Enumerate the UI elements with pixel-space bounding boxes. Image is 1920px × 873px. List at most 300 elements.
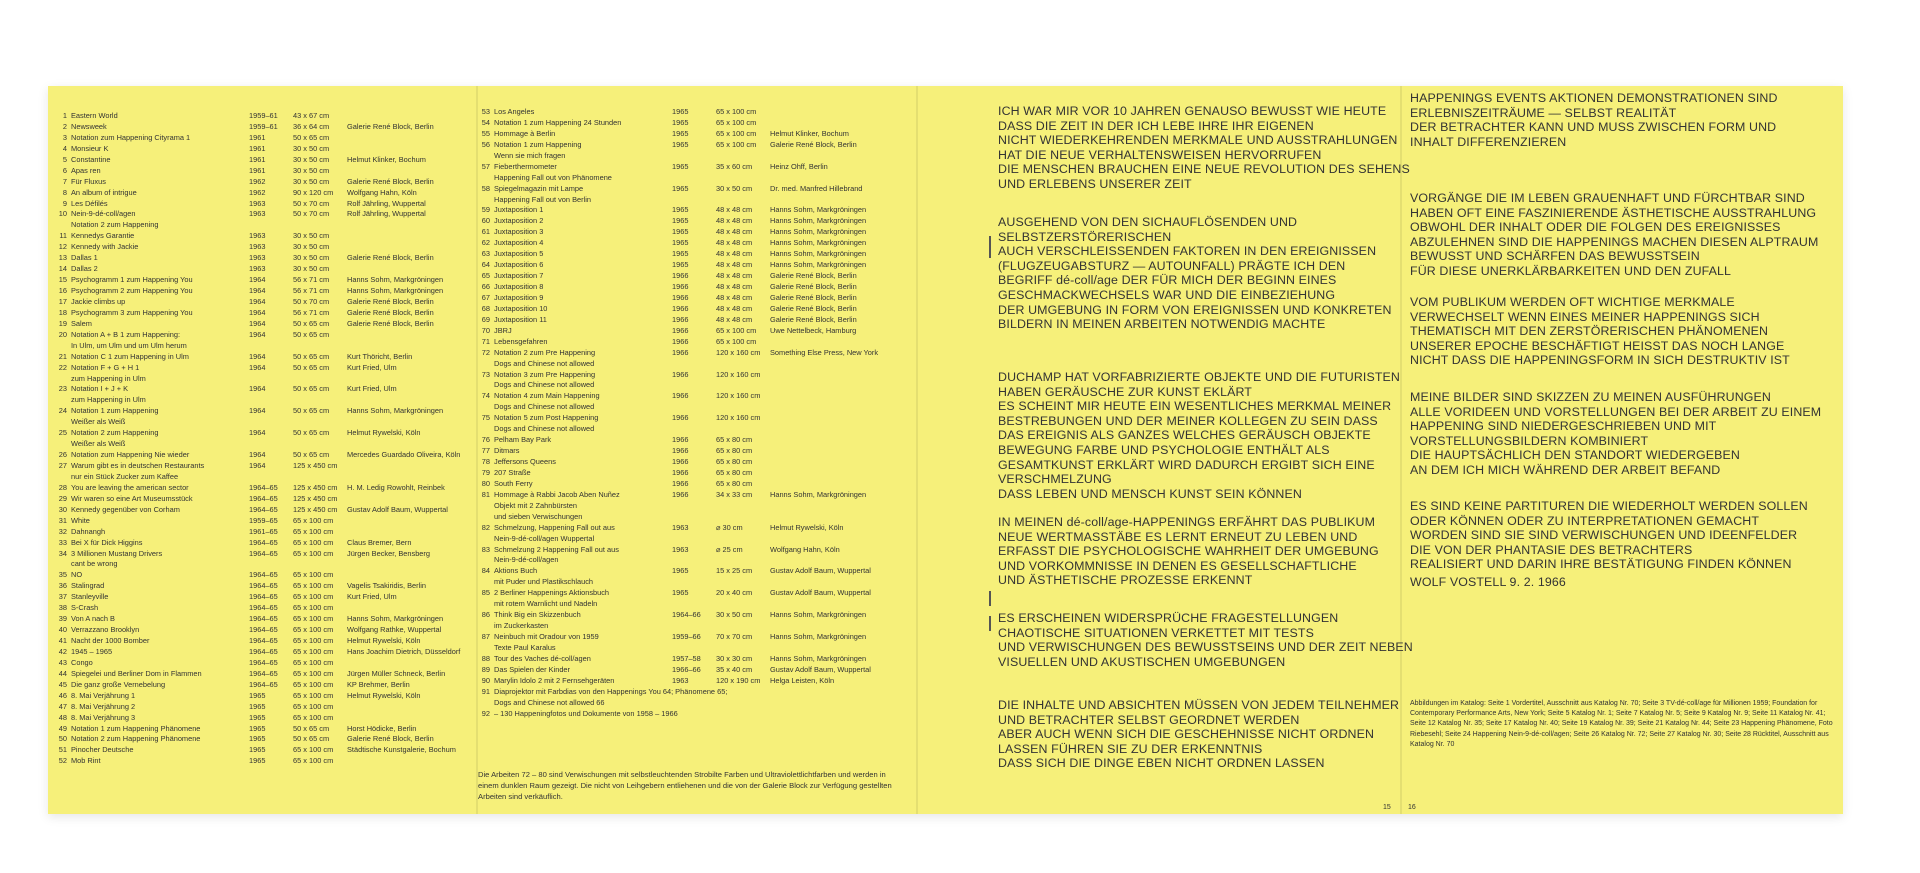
catalog-entry — [55, 483, 476, 494]
entry-collection: Galerie René Block, Berlin — [347, 296, 434, 306]
entry-size: 65 x 100 cm — [716, 117, 757, 127]
entry-size: 30 x 50 cm — [716, 183, 753, 193]
entry-year: 1965 — [672, 107, 689, 116]
entry-year: 1964–65 — [249, 668, 278, 678]
works-list-53-92 — [478, 107, 916, 720]
entry-number: 38 — [58, 603, 67, 613]
entry-collection: Wolfgang Rathke, Wuppertal — [347, 625, 442, 635]
entry-size: 48 x 48 cm — [716, 249, 753, 259]
entry-title: cant be wrong — [71, 559, 118, 569]
entry-collection: Helga Leisten, Köln — [770, 675, 835, 685]
entry-title: Juxtaposition 11 — [494, 314, 547, 324]
entry-year: 1959–65 — [249, 515, 278, 525]
entry-number: 64 — [481, 260, 490, 270]
entry-size: 65 x 100 cm — [293, 515, 334, 525]
entry-collection: Galerie René Block, Berlin — [770, 282, 857, 291]
catalog-entry — [478, 665, 916, 676]
catalog-entry — [55, 286, 476, 297]
catalog-entry — [55, 177, 476, 188]
page-number: 15 — [1383, 804, 1391, 811]
entry-size: 50 x 65 cm — [293, 329, 330, 339]
entry-collection: Wolfgang Hahn, Köln — [770, 544, 840, 554]
entry-size: 50 x 70 cm — [293, 296, 330, 306]
entry-size: 30 x 50 cm — [293, 165, 330, 175]
catalog-entry — [478, 162, 916, 173]
entry-number: 86 — [481, 610, 490, 620]
catalog-sheet — [48, 86, 1843, 814]
margin-mark — [989, 616, 991, 631]
entry-number: 92 — [481, 708, 490, 718]
entry-title: Pinocher Deutsche — [71, 745, 134, 755]
entry-collection: Galerie René Block, Berlin — [770, 139, 857, 149]
entry-year: 1966 — [672, 282, 689, 291]
entry-title: Stalingrad — [71, 581, 105, 591]
entry-year: 1963 — [249, 242, 266, 252]
entry-number: 60 — [481, 216, 490, 226]
catalog-entry — [55, 505, 476, 516]
entry-collection: Helmut Rywelski, Köln — [347, 690, 421, 700]
entry-size: 125 x 450 cm — [293, 493, 338, 503]
entry-title: Juxtaposition 4 — [494, 238, 544, 248]
catalog-entry — [55, 275, 476, 286]
entry-number: 23 — [58, 384, 67, 394]
entry-number: 9 — [62, 198, 67, 208]
entry-year: 1964–66 — [672, 610, 701, 620]
entry-title: Von A nach B — [71, 614, 115, 624]
entry-year: 1966 — [672, 489, 689, 499]
catalog-entry — [478, 173, 916, 184]
entry-collection: Galerie René Block, Berlin — [770, 271, 857, 281]
entry-collection: Helmut Rywelski, Köln — [347, 636, 421, 645]
entry-collection: Städtische Kunstgalerie, Bochum — [347, 745, 456, 755]
entry-size: 48 x 48 cm — [716, 282, 753, 291]
catalog-entry — [55, 363, 476, 374]
entry-year: 1961 — [249, 132, 266, 142]
entry-year: 1965 — [672, 216, 689, 226]
entry-number: 18 — [58, 307, 67, 317]
entry-number: 76 — [481, 435, 490, 445]
entry-title: NO — [71, 570, 83, 580]
entry-size: 65 x 80 cm — [716, 467, 753, 477]
manifesto-paragraph: DUCHAMP HAT VORFABRIZIERTE OBJEKTE UND DIE FUTURISTEN HABEN GERÄUSCHE ZUR KUNST EKLÄRT ES SCHEINT MIR HEUTE EIN WESENTLICHES MERKMAL MEINER BESTREBUNGEN UND DER MEINER KOLLEGEN ZU SEIN DASS DAS EREIGNIS ALS GANZES WELCHES GERÄUSCH OBJEKTE BEWEGUNG FARBE UND PSYCHOLOGIE ENTHÄLT ALS GESAMTKUNST ERKLÄRT WIRD DADURCH ERGIBT SICH EINE VERSCHMELZUNG DASS LEBEN UND MENSCH KUNST SEIN KÖNNEN — [998, 370, 1400, 501]
catalog-entry — [478, 654, 916, 665]
entry-number: 48 — [58, 712, 67, 722]
entry-size: 70 x 70 cm — [716, 632, 753, 641]
entry-title: Wir waren so eine Art Museumsstück — [71, 493, 193, 503]
entry-title: Notation 4 zum Main Happening — [494, 391, 600, 401]
entry-year: 1965 — [249, 734, 266, 744]
entry-title: Das Spielen der Kinder — [494, 664, 571, 674]
entry-number: 33 — [58, 537, 67, 547]
catalog-entry — [478, 599, 916, 610]
entry-number: 55 — [481, 128, 490, 138]
entry-year: 1964 — [249, 296, 266, 306]
catalog-entry — [55, 374, 476, 385]
entry-number: 68 — [481, 303, 490, 313]
entry-year: 1963 — [249, 231, 266, 241]
entry-title: Nein-9-dé-coll/agen — [494, 555, 559, 565]
entry-size: 48 x 48 cm — [716, 314, 753, 324]
entry-title: zum Happening in Ulm — [71, 373, 146, 383]
entry-title: Texte Paul Karalus — [494, 642, 556, 652]
catalog-entry — [55, 188, 476, 199]
entry-title: Wenn sie mich fragen — [494, 150, 566, 160]
catalog-entry — [55, 658, 476, 669]
image-credits: Abbildungen im Katalog: Seite 1 Vordertitel, Ausschnitt aus Katalog Nr. 70; Seite 3 TV-dé-coll/age für Millionen 1959; Foundation for Contemporary Performance Arts, New York; Seite 5 Katalog Nr. 1; Seite 7 Katalog Nr. 5; Seite 9 Katalog Nr. 9; Seite 11 Katalog Nr. 41; Seite 12 Katalog Nr. 35; Seite 17 Katalog Nr. 40; Seite 19 Katalog Nr. 39; Seite 21 Katalog Nr. 44; Seite 23 Happening Phänomene, Foto Riebesehl; Seite 24 Happening Nein-9-dé-coll/agen; Seite 26 Katalog Nr. 72; Seite 27 Katalog Nr. 30; Seite 28 Rücktitel, Ausschnitt aus Katalog Nr. 70 — [1410, 700, 1833, 748]
catalog-entry — [478, 545, 916, 556]
entry-size: 50 x 65 cm — [293, 450, 330, 460]
entry-title: Psychogramm 2 zum Happening You — [71, 286, 193, 295]
entry-collection: Helmut Rywelski, Köln — [347, 428, 421, 438]
entry-size: 65 x 100 cm — [293, 679, 334, 689]
entry-number: 50 — [58, 734, 67, 744]
entry-number: 54 — [481, 117, 490, 127]
manifesto-paragraph: AUSGEHEND VON DEN SICHAUFLÖSENDEN UND SELBSTZERSTÖRERISCHEN AUCH VERSCHLEISSENDEN FAKTOREN IN DEN EREIGNISSEN (FLUGZEUGABSTURZ — AUTOUNFALL) PRÄGTE ICH DEN BEGRIFF dé-coll/age DER FÜR MICH DER BEGINN EINES GESCHMACKWECHSELS WAR UND DIE EINBEZIEHUNG DER UMGEBUNG IN FORM VON EREIGNISSEN UND KONKRETEN BILDERN IN MEINEN ARBEITEN NOTWENDIG MACHTE — [998, 215, 1392, 332]
entry-number: 79 — [481, 467, 490, 477]
entry-title: Kennedy with Jackie — [71, 242, 139, 252]
entry-collection: Jürgen Becker, Bensberg — [347, 548, 430, 558]
entry-size: 65 x 100 cm — [293, 603, 334, 613]
entry-year: 1964–65 — [249, 625, 278, 635]
entry-collection: Galerie René Block, Berlin — [347, 253, 434, 263]
entry-title: Notation F + G + H 1 — [71, 362, 140, 372]
entry-collection: Galerie René Block, Berlin — [770, 303, 857, 313]
entry-year: 1965 — [672, 183, 689, 193]
entry-title: An album of intrigue — [71, 187, 137, 197]
catalog-entry — [478, 249, 916, 260]
entry-number: 85 — [481, 588, 490, 598]
catalog-entry — [55, 570, 476, 581]
entry-number: 30 — [58, 504, 67, 514]
catalog-entry — [478, 326, 916, 337]
entry-size: 125 x 450 cm — [293, 461, 338, 470]
entry-collection: Hanns Sohm, Markgröningen — [347, 406, 444, 416]
entry-year: 1965 — [672, 117, 689, 127]
entry-size: 50 x 70 cm — [293, 209, 330, 219]
entry-number: 22 — [58, 362, 67, 372]
entry-number: 25 — [58, 428, 67, 438]
entry-year: 1964 — [249, 406, 266, 416]
entry-title: Dogs and Chinese not allowed 66 — [494, 697, 605, 707]
entry-title: Spiegelmagazin mit Lampe — [494, 183, 584, 193]
entry-year: 1964–65 — [249, 482, 278, 492]
entry-number: 28 — [58, 482, 67, 492]
catalog-entry — [55, 417, 476, 428]
entry-collection: Hanns Sohm, Markgröningen — [770, 653, 867, 663]
entry-title: Warum gibt es in deutschen Restaurants — [71, 461, 205, 470]
entry-year: 1964–65 — [249, 603, 278, 613]
entry-year: 1965 — [249, 756, 266, 766]
entry-number: 74 — [481, 391, 490, 401]
catalog-entry — [55, 242, 476, 253]
entry-collection: Heinz Ohff, Berlin — [770, 161, 828, 171]
catalog-entry — [55, 264, 476, 275]
entry-size: 35 x 40 cm — [716, 664, 753, 674]
entry-size: 125 x 450 cm — [293, 482, 338, 492]
entry-collection: Hanns Sohm, Markgröningen — [347, 614, 444, 624]
catalog-entry — [478, 151, 916, 162]
entry-size: 120 x 160 cm — [716, 391, 761, 401]
entry-year: 1966 — [672, 347, 689, 357]
catalog-entry — [478, 435, 916, 446]
entry-number: 69 — [481, 314, 490, 324]
catalog-entry — [478, 118, 916, 129]
entry-collection: Gustav Adolf Baum, Wuppertal — [347, 504, 448, 514]
entry-year: 1964 — [249, 318, 266, 328]
entry-size: 30 x 50 cm — [293, 242, 330, 252]
entry-title: Weißer als Weiß — [71, 417, 126, 427]
catalog-entry — [55, 319, 476, 330]
entry-collection: Something Else Press, New York — [770, 347, 879, 357]
entry-collection: Rolf Jährling, Wuppertal — [347, 209, 426, 219]
catalog-entry — [55, 384, 476, 395]
panel-page-16 — [1402, 86, 1843, 814]
entry-title: Neinbuch mit Oradour von 1959 — [494, 632, 599, 641]
entry-size: 50 x 65 cm — [293, 734, 330, 744]
catalog-entry — [55, 297, 476, 308]
entry-title: Nacht der 1000 Bomber — [71, 636, 150, 645]
catalog-entry — [478, 391, 916, 402]
entry-title: Notation 2 zum Happening — [71, 220, 159, 230]
manifesto-paragraph: VOM PUBLIKUM WERDEN OFT WICHTIGE MERKMALE VERWECHSELT WENN EINES MEINER HAPPENINGS SICH THEMATISCH MIT DEN ZERSTÖRERISCHEN PHÄNOMENEN UNSERER EPOCHE BESCHÄFTIGT HEISST DAS NOCH LANGE NICHT DASS DIE HAPPENINGSFORM IN SICH DESTRUKTIV IST — [1410, 295, 1790, 368]
entry-number: 20 — [58, 329, 67, 339]
entry-title: Notation 2 zum Pre Happening — [494, 347, 596, 357]
entry-title: Mob Rint — [71, 756, 101, 766]
entry-size: 120 x 160 cm — [716, 413, 761, 423]
entry-size: 90 x 120 cm — [293, 187, 334, 197]
entry-size: ⌀ 25 cm — [716, 544, 743, 554]
entry-number: 3 — [62, 132, 67, 142]
catalog-entry — [478, 140, 916, 151]
entry-size: 30 x 50 cm — [293, 264, 330, 274]
entry-size: 48 x 48 cm — [716, 271, 753, 281]
catalog-entry — [55, 592, 476, 603]
catalog-entry — [55, 395, 476, 406]
entry-year: 1965 — [249, 723, 266, 733]
entry-title: Juxtaposition 1 — [494, 205, 544, 215]
entry-title: Schmelzung, Happening Fall out aus — [494, 522, 615, 532]
entry-size: 30 x 50 cm — [293, 176, 330, 186]
catalog-entry — [55, 756, 476, 767]
entry-size: 65 x 80 cm — [716, 446, 753, 456]
entry-size: 48 x 48 cm — [716, 205, 753, 215]
entry-year: 1966 — [672, 446, 689, 456]
signature-line: WOLF VOSTELL 9. 2. 1966 — [1410, 575, 1566, 589]
entry-title: Schmelzung 2 Happening Fall out aus — [494, 544, 619, 554]
entry-year: 1964–65 — [249, 504, 278, 514]
entry-year: 1965 — [672, 566, 689, 576]
entry-collection: Kurt Fried, Ulm — [347, 384, 397, 394]
entry-number: 70 — [481, 325, 490, 335]
manifesto-paragraph: MEINE BILDER SIND SKIZZEN ZU MEINEN AUSFÜHRUNGEN ALLE VORIDEEN UND VORSTELLUNGEN BEI DER ARBEIT ZU EINEM HAPPENING SIND NIEDERGESCHRIEBEN UND MIT VORSTELLUNGSBILDERN KOMBINIERT DIE HAUPTSÄCHLICH DEN STANDORT WIEDERGEBEN AN DEM ICH MICH WÄHREND DER ARBEIT BEFAND — [1410, 390, 1822, 477]
catalog-entry — [55, 352, 476, 363]
entry-collection: Galerie René Block, Berlin — [770, 314, 857, 324]
panel-list-left — [48, 86, 476, 814]
entry-size: 50 x 65 cm — [293, 384, 330, 394]
catalog-entry — [55, 450, 476, 461]
catalog-entry — [478, 479, 916, 490]
entry-size: 35 x 60 cm — [716, 161, 753, 171]
entry-number: 56 — [481, 139, 490, 149]
catalog-entry — [55, 647, 476, 658]
entry-title: Marylin Idolo 2 mit 2 Fernsehgeräten — [494, 675, 615, 685]
entry-collection: Helmut Klinker, Bochum — [770, 128, 849, 138]
entry-title: Lebensgefahren — [494, 336, 548, 346]
entry-size: 56 x 71 cm — [293, 307, 330, 317]
entry-title: Weißer als Weiß — [71, 439, 126, 449]
entry-size: 65 x 100 cm — [293, 646, 334, 656]
entry-title: Psychogramm 3 zum Happening You — [71, 307, 193, 317]
entry-collection: Hans Joachim Dietrich, Düsseldorf — [347, 646, 461, 656]
entry-title: Happening Fall out von Phänomene — [494, 172, 612, 182]
entry-title: In Ulm, um Ulm und um Ulm herum — [71, 340, 187, 350]
catalog-entry — [55, 516, 476, 527]
entry-size: 20 x 40 cm — [716, 588, 753, 598]
catalog-entry — [55, 308, 476, 319]
entry-title: Notation 2 zum Happening Phänomene — [71, 734, 201, 744]
entry-size: 120 x 160 cm — [716, 347, 761, 357]
works-list-1-52 — [55, 111, 476, 767]
entry-number: 72 — [481, 347, 490, 357]
entry-size: 36 x 64 cm — [293, 121, 330, 131]
entry-size: 48 x 48 cm — [716, 238, 753, 248]
entry-number: 2 — [62, 121, 67, 131]
entry-year: 1962 — [249, 187, 266, 197]
catalog-entry — [478, 205, 916, 216]
entry-size: 65 x 100 cm — [716, 325, 757, 335]
entry-title: 207 Straße — [494, 467, 531, 477]
entry-number: 81 — [481, 489, 490, 499]
entry-size: 65 x 100 cm — [293, 570, 334, 580]
entry-title: Tour des Vaches dé-coll/agen — [494, 653, 591, 663]
catalog-entry — [478, 501, 916, 512]
entry-number: 53 — [481, 107, 490, 116]
entry-title: Jeffersons Queens — [494, 457, 556, 466]
entry-number: 1 — [62, 111, 67, 120]
entry-title: Eastern World — [71, 111, 118, 120]
manifesto-paragraph: VORGÄNGE DIE IM LEBEN GRAUENHAFT UND FÜRCHTBAR SIND HABEN OFT EINE FASZINIERENDE ÄSTHETISCHE AUSSTRAHLUNG OBWOHL DER INHALT ODER DIE FOLGEN DES EREIGNISSES ABZULEHNEN SIND DIE HAPPENINGS MACHEN DIESEN ALPTRAUM BEWUSST UND SCHÄRFEN DAS BEWUSSTSEIN FÜR DIESE UNERKLÄRBARKEITEN UND DEN ZUFALL — [1410, 191, 1819, 278]
entry-size: 125 x 450 cm — [293, 504, 338, 514]
catalog-entry — [478, 555, 916, 566]
entry-size: 65 x 100 cm — [716, 107, 757, 116]
entry-collection: Hanns Sohm, Markgröningen — [770, 227, 867, 237]
entry-title: Fieberthermometer — [494, 161, 557, 171]
entry-year: 1963 — [672, 675, 689, 685]
entry-title: Notation zum Happening Cityrama 1 — [71, 132, 191, 142]
entry-number: 17 — [58, 296, 67, 306]
catalog-entry — [478, 402, 916, 413]
entry-number: 6 — [62, 165, 67, 175]
entry-number: 34 — [58, 548, 67, 558]
entry-year: 1966 — [672, 391, 689, 401]
entry-year: 1966 — [672, 478, 689, 488]
catalog-entry — [55, 199, 476, 210]
catalog-entry — [55, 538, 476, 549]
entry-number: 15 — [58, 275, 67, 285]
catalog-entry — [55, 680, 476, 691]
entry-size: ⌀ 30 cm — [716, 522, 743, 532]
catalog-entry — [55, 494, 476, 505]
catalog-entry — [478, 457, 916, 468]
catalog-entry — [55, 713, 476, 724]
entry-collection: Kurt Fried, Ulm — [347, 362, 397, 372]
catalog-entry — [478, 337, 916, 348]
entry-size: 65 x 100 cm — [293, 690, 334, 700]
catalog-entry — [478, 107, 916, 118]
catalog-entry — [55, 559, 476, 570]
entry-size: 65 x 100 cm — [293, 745, 334, 755]
manifesto-paragraph: ES ERSCHEINEN WIDERSPRÜCHE FRAGESTELLUNGEN CHAOTISCHE SITUATIONEN VERKETTET MIT TESTS UND VERWISCHUNGEN DES BEWUSSTSEINS UND DER ZEIT NEBEN VISUELLEN UND AKUSTISCHEN UMGEBUNGEN — [998, 611, 1413, 669]
catalog-entry — [55, 122, 476, 133]
entry-title: 1945 – 1965 — [71, 646, 113, 656]
catalog-entry — [478, 468, 916, 479]
entry-year: 1964 — [249, 461, 266, 470]
entry-size: 65 x 80 cm — [716, 457, 753, 466]
catalog-entry — [55, 636, 476, 647]
entry-title: Kennedy gegenüber von Corham — [71, 504, 180, 514]
entry-year: 1966 — [672, 369, 689, 379]
entry-number: 21 — [58, 351, 67, 361]
entry-title: Notation C 1 zum Happening in Ulm — [71, 351, 189, 361]
entry-year: 1963 — [672, 522, 689, 532]
entry-collection: Galerie René Block, Berlin — [347, 307, 434, 317]
entry-collection: Dr. med. Manfred Hillebrand — [770, 183, 863, 193]
catalog-entry — [55, 231, 476, 242]
entry-size: 50 x 65 cm — [293, 362, 330, 372]
entry-number: 84 — [481, 566, 490, 576]
entry-year: 1965 — [249, 690, 266, 700]
entry-number: 44 — [58, 668, 67, 678]
entry-number: 88 — [481, 653, 490, 663]
catalog-entry — [478, 632, 916, 643]
entry-number: 61 — [481, 227, 490, 237]
catalog-entry — [55, 133, 476, 144]
entry-collection: Galerie René Block, Berlin — [347, 176, 434, 186]
entry-title: Nein-9-dé-coll/agen — [71, 209, 136, 219]
catalog-entry — [478, 238, 916, 249]
entry-title: Think Big ein Skizzenbuch — [494, 610, 581, 620]
catalog-entry — [478, 566, 916, 577]
entry-year: 1962 — [249, 176, 266, 186]
entry-collection: H. M. Ledig Rowohlt, Reinbek — [347, 482, 445, 492]
catalog-entry — [478, 129, 916, 140]
entry-title: White — [71, 515, 90, 525]
entry-year: 1965 — [672, 161, 689, 171]
entry-title: Congo — [71, 657, 93, 667]
entry-title: Die ganz große Vernebelung — [71, 679, 166, 689]
entry-number: 57 — [481, 161, 490, 171]
entry-year: 1966 — [672, 467, 689, 477]
entry-collection: Hanns Sohm, Markgröningen — [347, 275, 444, 285]
entry-year: 1959–61 — [249, 111, 278, 120]
entry-year: 1966 — [672, 457, 689, 466]
entry-title: Dogs and Chinese not allowed — [494, 402, 595, 412]
catalog-entry — [55, 527, 476, 538]
entry-collection: Helmut Klinker, Bochum — [347, 154, 426, 164]
entry-title: Salem — [71, 318, 92, 328]
entry-number: 51 — [58, 745, 67, 755]
entry-year: 1963 — [249, 264, 266, 274]
entry-collection: Hanns Sohm, Markgröningen — [347, 286, 444, 295]
entry-title: Juxtaposition 9 — [494, 292, 544, 302]
entry-number: 4 — [62, 143, 67, 153]
entry-year: 1965 — [249, 701, 266, 711]
entry-year: 1966 — [672, 271, 689, 281]
entry-title: Monsieur K — [71, 143, 109, 153]
entry-title: und sieben Verwischungen — [494, 511, 583, 521]
entry-size: 65 x 100 cm — [293, 614, 334, 624]
entry-size: 120 x 160 cm — [716, 369, 761, 379]
